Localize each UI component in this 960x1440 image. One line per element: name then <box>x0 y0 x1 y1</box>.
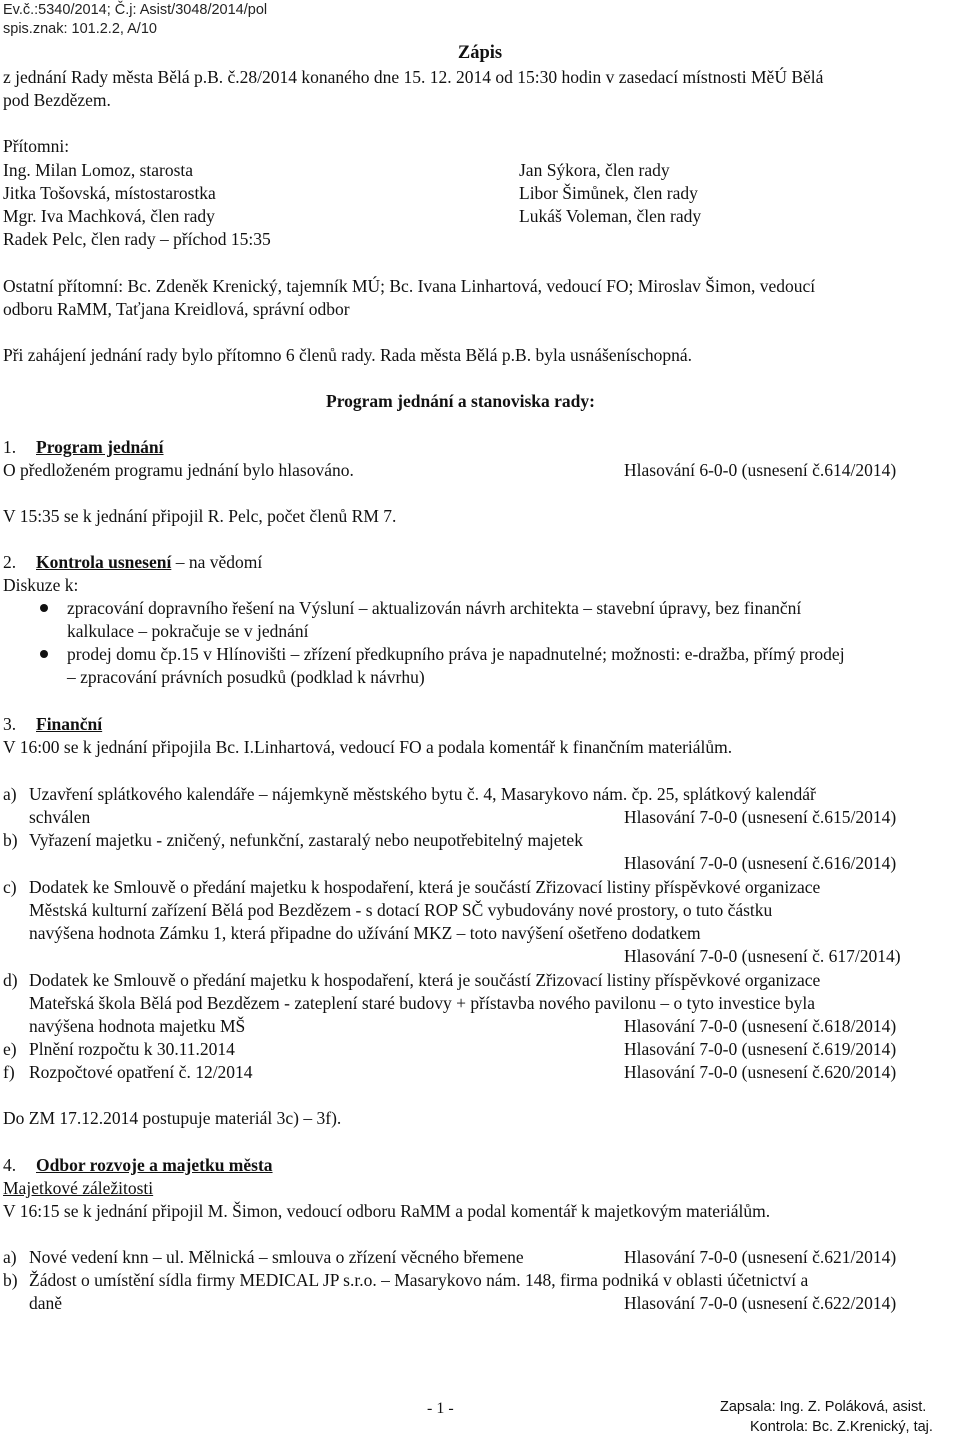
discussion-item-2-line-2: – zpracování právních posudků (podklad k návrhu) <box>67 667 425 687</box>
item-f-text: Rozpočtové opatření č. 12/2014 <box>29 1062 253 1082</box>
attendee-right-3: Lukáš Voleman, člen rady <box>519 206 702 226</box>
document-reference: Ev.č.:5340/2014; Č.j: Asist/3048/2014/pol <box>3 2 268 18</box>
section-4-title: Odbor rozvoje a majetku města <box>36 1155 273 1175</box>
bullet-icon <box>40 650 48 658</box>
section-1-number: 1. <box>3 437 17 457</box>
section-4-intro: V 16:15 se k jednání připojil M. Šimon, vedoucí odboru RaMM a podal komentář k majetkovým materiálům. <box>3 1201 771 1221</box>
item-d-vote: Hlasování 7-0-0 (usnesení č.618/2014) <box>624 1016 897 1036</box>
section-3-title: Finanční <box>36 714 103 734</box>
item-4b-line-1: Žádost o umístění sídla firmy MEDICAL JP s.r.o. – Masarykovo nám. 148, firma podniká v oblasti účetnictví a <box>29 1270 809 1290</box>
intro-line-1: z jednání Rady města Bělá p.B. č.28/2014 konaného dne 15. 12. 2014 od 15:30 hodin v zasedací místnosti MěÚ Bělá <box>3 67 824 87</box>
discussion-item-1-line-1: zpracování dopravního řešení na Výsluní – aktualizován návrh architekta – stavební úpravy, bez finanční <box>67 598 802 618</box>
item-4b-label: b) <box>3 1270 18 1290</box>
section-4-subtitle: Majetkové záležitosti <box>3 1178 154 1198</box>
attendance-label: Přítomni: <box>3 136 70 156</box>
section-3-number: 3. <box>3 714 17 734</box>
section-3-intro: V 16:00 se k jednání připojila Bc. I.Linhartová, vedoucí FO a podala komentář k finančním materiálům. <box>3 737 733 757</box>
attendee-left-3: Mgr. Iva Machková, člen rady <box>3 206 215 226</box>
others-present-line-2: odboru RaMM, Taťjana Kreidlová, správní odbor <box>3 299 350 319</box>
item-c-vote: Hlasování 7-0-0 (usnesení č. 617/2014) <box>624 946 901 966</box>
item-e-vote: Hlasování 7-0-0 (usnesení č.619/2014) <box>624 1039 897 1059</box>
intro-line-2: pod Bezdězem. <box>3 90 111 110</box>
item-4a-vote: Hlasování 7-0-0 (usnesení č.621/2014) <box>624 1247 897 1267</box>
section-2-number: 2. <box>3 552 17 572</box>
section-1-text: O předloženém programu jednání bylo hlasováno. <box>3 460 354 480</box>
file-code: spis.znak: 101.2.2, A/10 <box>3 21 157 37</box>
page-number: - 1 - <box>427 1400 454 1417</box>
item-a-label: a) <box>3 784 17 804</box>
item-d-line-1: Dodatek ke Smlouvě o předání majetku k hospodaření, která je součástí Zřizovací listiny příspěvkové organizace <box>29 970 821 990</box>
attendee-left-2: Jitka Tošovská, místostarostka <box>3 183 216 203</box>
section-1-vote: Hlasování 6-0-0 (usnesení č.614/2014) <box>624 460 897 480</box>
item-b-vote: Hlasování 7-0-0 (usnesení č.616/2014) <box>624 853 897 873</box>
item-d-line-2: Mateřská škola Bělá pod Bezdězem - zateplení staré budovy + přístavba nového pavilonu – o tyto investice byla <box>29 993 815 1013</box>
item-4a-label: a) <box>3 1247 17 1267</box>
attendee-right-2: Libor Šimůnek, člen rady <box>519 183 698 203</box>
item-c-label: c) <box>3 877 17 897</box>
attendee-left-4: Radek Pelc, člen rady – příchod 15:35 <box>3 229 271 249</box>
section-2-title-suffix: – na vědomí <box>175 552 263 572</box>
item-4b-vote: Hlasování 7-0-0 (usnesení č.622/2014) <box>624 1293 897 1313</box>
section-2-heading <box>36 551 262 573</box>
zm-referral: Do ZM 17.12.2014 postupuje materiál 3c) – 3f). <box>3 1108 342 1128</box>
item-b-line-1: Vyřazení majetku - zničený, nefunkční, zastaralý nebo neupotřebitelný majetek <box>29 830 583 850</box>
item-c-line-2: Městská kulturní zařízení Bělá pod Bezdězem - s dotací ROP SČ vybudovány nové prostory, o tuto částku <box>29 900 773 920</box>
program-heading: Program jednání a stanoviska rady: <box>326 391 595 411</box>
section-1-note: V 15:35 se k jednání připojil R. Pelc, počet členů RM 7. <box>3 506 397 526</box>
item-4a-text: Nové vedení knn – ul. Mělnická – smlouva o zřízení věcného břemene <box>29 1247 524 1267</box>
item-f-label: f) <box>3 1062 15 1082</box>
item-e-label: e) <box>3 1039 17 1059</box>
item-f-vote: Hlasování 7-0-0 (usnesení č.620/2014) <box>624 1062 897 1082</box>
bullet-icon <box>40 604 48 612</box>
item-d-line-3: navýšena hodnota majetku MŠ <box>29 1016 246 1036</box>
item-e-text: Plnění rozpočtu k 30.11.2014 <box>29 1039 235 1059</box>
section-1-title: Program jednání <box>36 437 164 457</box>
item-c-line-1: Dodatek ke Smlouvě o předání majetku k hospodaření, která je součástí Zřizovací listiny příspěvkové organizace <box>29 877 821 897</box>
document-title: Zápis <box>457 43 503 63</box>
section-2-title: Kontrola usnesení <box>36 552 172 572</box>
checked-by: Kontrola: Bc. Z.Krenický, taj. <box>750 1419 933 1435</box>
attendee-left-1: Ing. Milan Lomoz, starosta <box>3 160 194 180</box>
item-4b-line-2: daně <box>29 1293 63 1313</box>
attendee-right-1: Jan Sýkora, člen rady <box>519 160 670 180</box>
others-present-line-1: Ostatní přítomní: Bc. Zdeněk Krenický, tajemník MÚ; Bc. Ivana Linhartová, vedoucí FO; Miroslav Šimon, vedoucí <box>3 276 816 296</box>
section-2-discussion-label: Diskuze k: <box>3 575 79 595</box>
item-a-line-2: schválen <box>29 807 91 827</box>
recorded-by: Zapsala: Ing. Z. Poláková, asist. <box>720 1399 927 1415</box>
item-c-line-3: navýšena hodnota Zámku 1, která připadne do užívání MKZ – toto navýšení ošetřeno dodatkem <box>29 923 701 943</box>
section-4-number: 4. <box>3 1155 17 1175</box>
discussion-item-1-line-2: kalkulace – pokračuje se v jednání <box>67 621 309 641</box>
discussion-item-2-line-1: prodej domu čp.15 v Hlínovišti – zřízení předkupního práva je napadnutelné; možnosti: e-dražba, přímý prodej <box>67 644 845 664</box>
quorum-statement: Při zahájení jednání rady bylo přítomno 6 členů rady. Rada města Bělá p.B. byla usnášeníschopná. <box>3 345 692 365</box>
item-a-line-1: Uzavření splátkového kalendáře – nájemkyně městského bytu č. 4, Masarykovo nám. čp. 25, splátkový kalendář <box>29 784 816 804</box>
item-a-vote: Hlasování 7-0-0 (usnesení č.615/2014) <box>624 807 897 827</box>
item-b-label: b) <box>3 830 18 850</box>
item-d-label: d) <box>3 970 18 990</box>
